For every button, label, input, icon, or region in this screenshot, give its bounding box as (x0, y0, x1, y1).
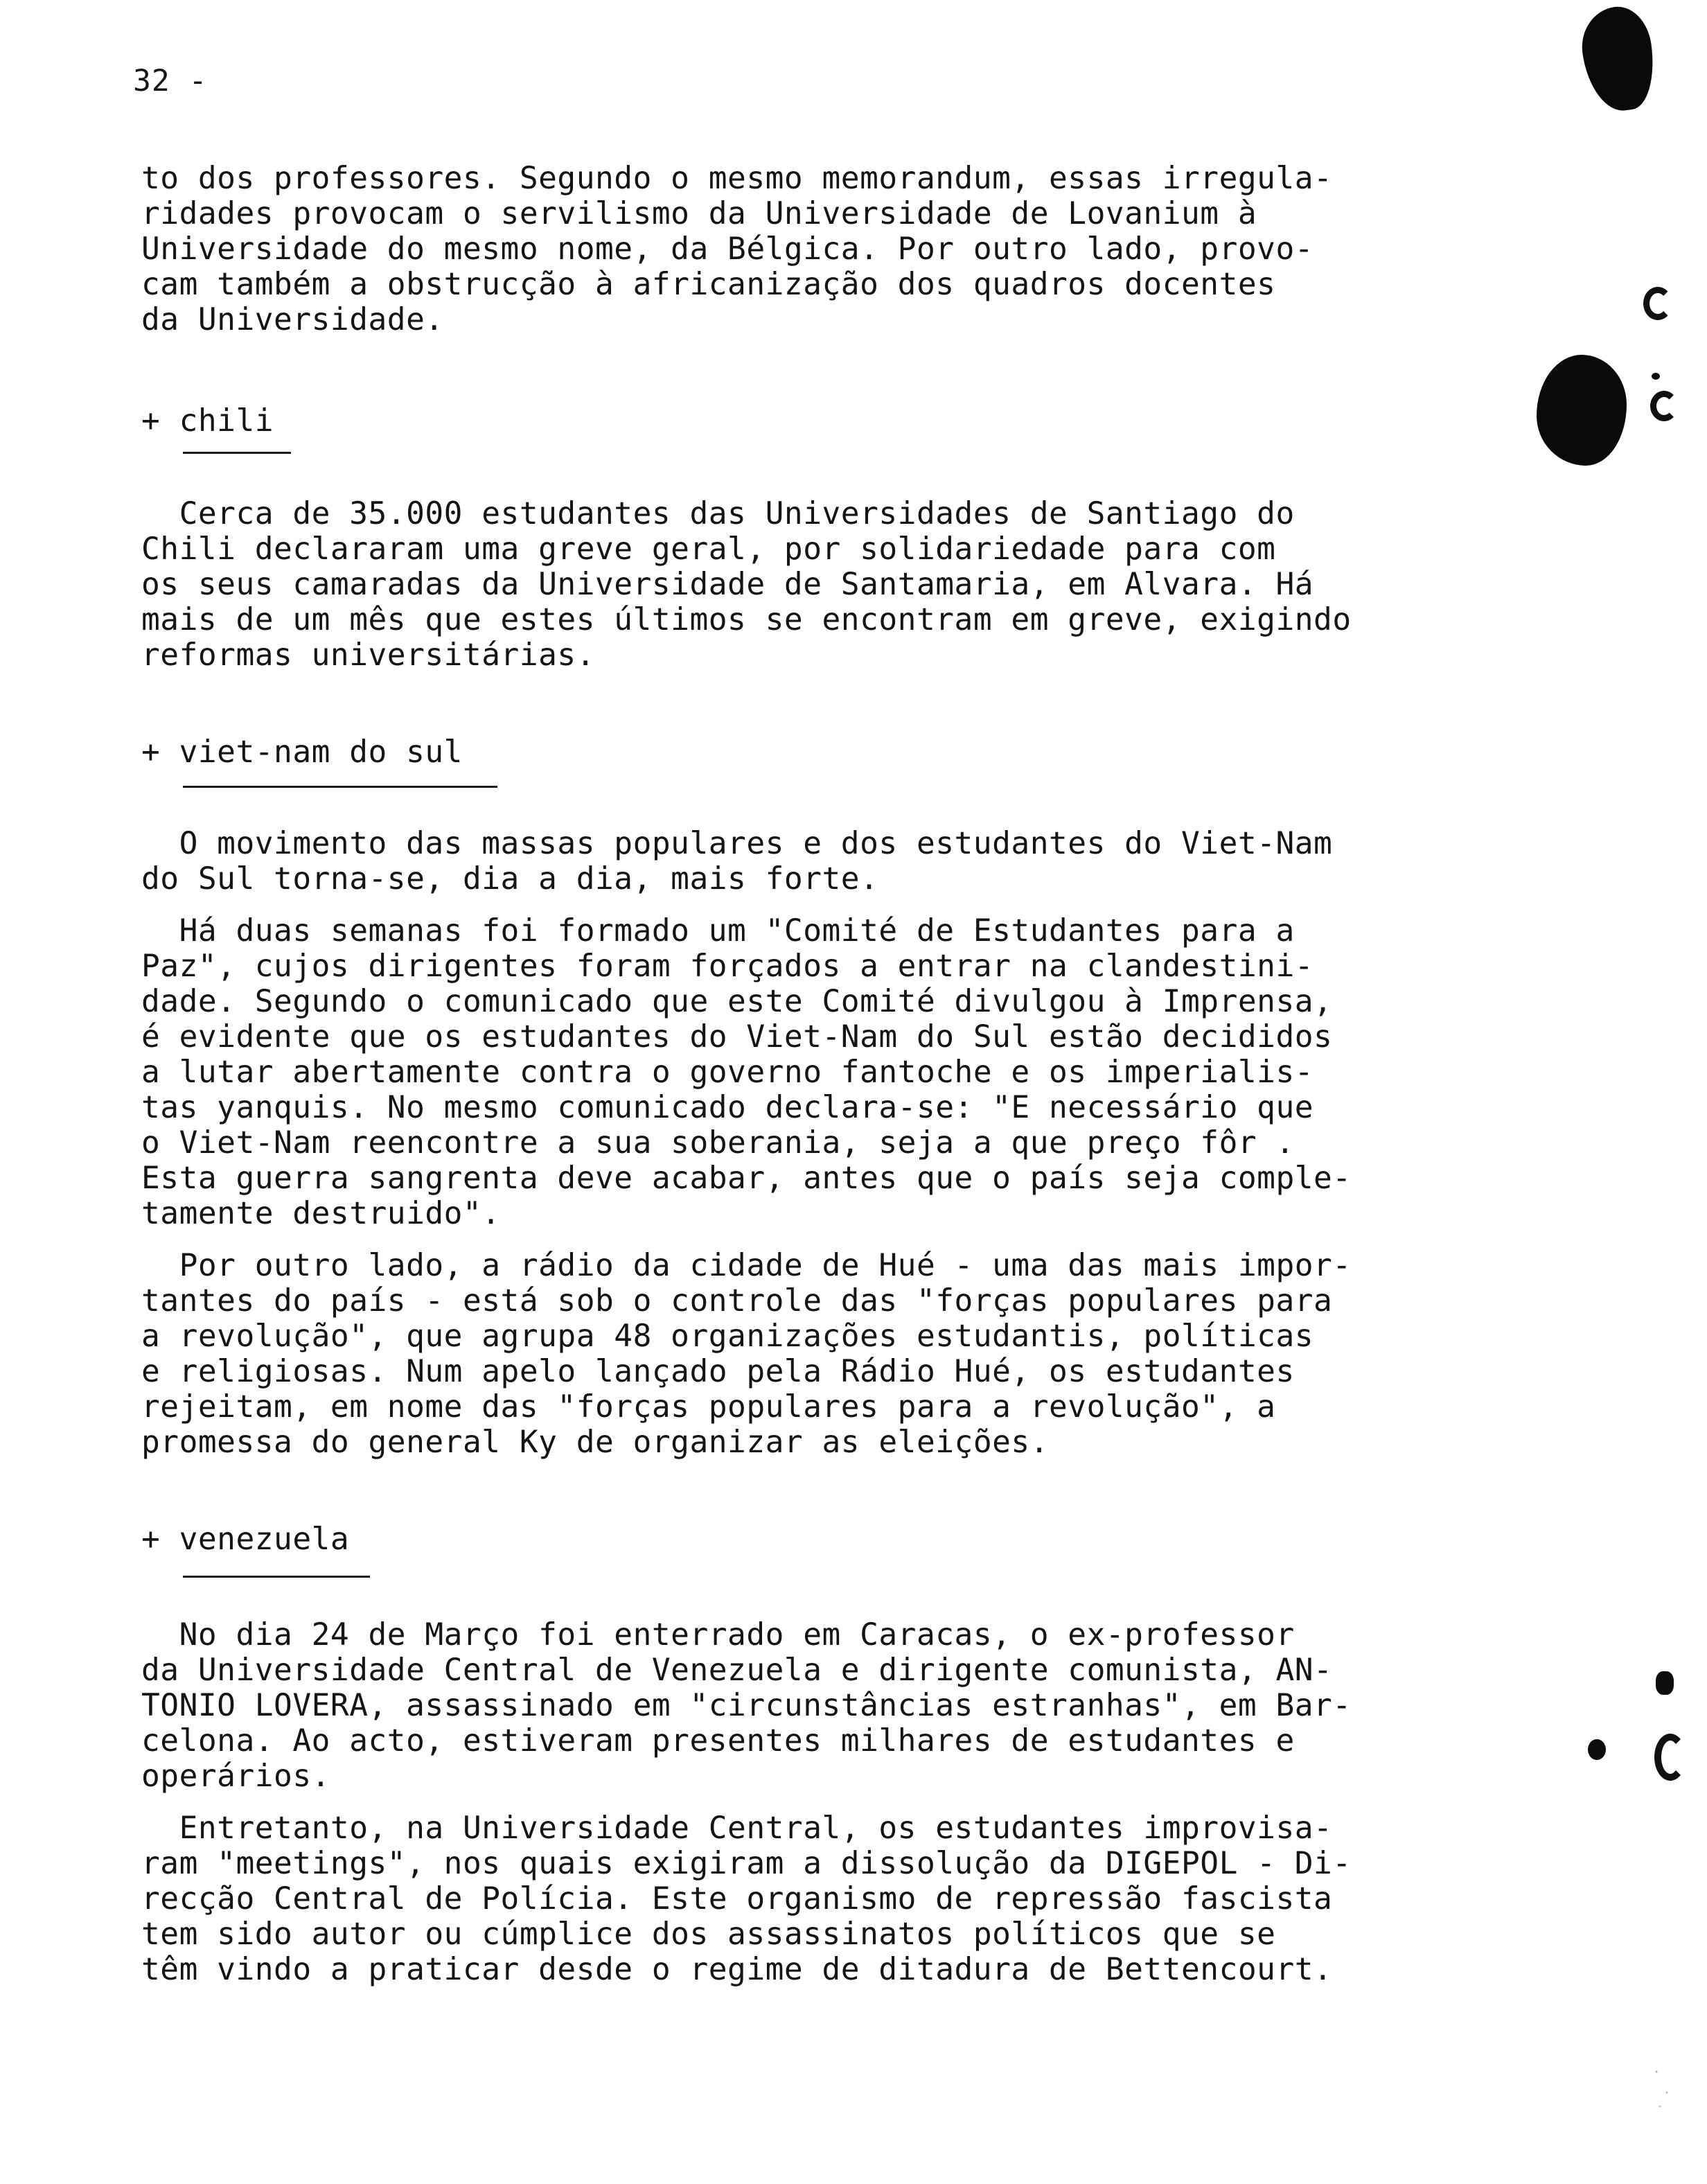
text-line: tantes do país - está sob o controle das "forças populares para (141, 1283, 1333, 1319)
text-line: Esta guerra sangrenta deve acabar, antes que o país seja comple- (141, 1161, 1352, 1196)
heading-underline (183, 786, 497, 788)
text-line: a lutar abertamente contra o governo fantoche e os imperialis- (141, 1055, 1314, 1090)
text-line: Entretanto, na Universidade Central, os estudantes improvisa- (141, 1811, 1333, 1846)
section-body-venezuela (141, 1617, 1499, 1987)
text-line: da Universidade Central de Venezuela e dirigente comunista, AN- (141, 1653, 1333, 1688)
text-line: operários. (141, 1759, 330, 1794)
text-line: tas yanquis. No mesmo comunicado declara-se: "E necessário que (141, 1090, 1314, 1125)
text-line: reformas universitárias. (141, 637, 595, 673)
text-line: promessa do general Ky de organizar as eleições. (141, 1425, 1049, 1460)
text-line: a revolução", que agrupa 48 organizações estudantis, políticas (141, 1319, 1314, 1354)
text-line: ridades provocam o servilismo da Universidade de Lovanium à (141, 196, 1257, 231)
ink-blot-mark (1577, 3, 1660, 115)
text-line: rejeitam, em nome das "forças populares para a revolução", a (141, 1389, 1276, 1425)
paragraph (141, 913, 1499, 1231)
ink-blot-mark (1537, 355, 1627, 466)
text-line: Por outro lado, a rádio da cidade de Hué - uma das mais impor- (141, 1248, 1352, 1283)
text-line: cam também a obstrucção à africanização dos quadros docentes (141, 267, 1276, 302)
punch-hole-mark (1654, 1734, 1686, 1781)
paragraph (141, 161, 1499, 337)
page-number: 32 - (133, 64, 208, 98)
text-line: No dia 24 de Março foi enterrado em Caracas, o ex-professor (141, 1617, 1295, 1653)
text-line: dade. Segundo o comunicado que este Comité divulgou à Imprensa, (141, 984, 1333, 1019)
text-line: da Universidade. (141, 302, 444, 337)
intro-paragraph (141, 161, 1499, 337)
paragraph (141, 496, 1499, 673)
paragraph (141, 1811, 1499, 1987)
text-line: O movimento das massas populares e dos estudantes do Viet-Nam (141, 826, 1333, 861)
text-line: e religiosas. Num apelo lançado pela Rádio Hué, os estudantes (141, 1354, 1295, 1389)
text-line: Universidade do mesmo nome, da Bélgica. Por outro lado, provo- (141, 231, 1314, 267)
heading-underline (183, 1576, 370, 1578)
paragraph (141, 1617, 1499, 1794)
text-line: mais de um mês que estes últimos se encontram em greve, exigindo (141, 602, 1352, 637)
scan-noise-mark (1646, 2051, 1681, 2120)
section-heading-viet-nam-do-sul: + viet-nam do sul (141, 734, 463, 770)
section-body-viet-nam-do-sul (141, 826, 1499, 1460)
text-line: ram "meetings", nos quais exigiram a dissolução da DIGEPOL - Di- (141, 1846, 1352, 1881)
text-line: é evidente que os estudantes do Viet-Nam do Sul estão decididos (141, 1019, 1333, 1055)
paragraph (141, 826, 1499, 897)
section-heading-chili: + chili (141, 403, 274, 439)
punch-hole-mark (1650, 391, 1678, 421)
text-line: to dos professores. Segundo o mesmo memorandum, essas irregula- (141, 161, 1333, 196)
paragraph (141, 1248, 1499, 1460)
text-line: Há duas semanas foi formado um "Comité de Estudantes para a (141, 913, 1295, 949)
heading-underline (183, 452, 291, 454)
ink-dot-mark (1656, 1671, 1674, 1695)
text-line: celona. Ao acto, estiveram presentes milhares de estudantes e (141, 1723, 1295, 1759)
text-line: do Sul torna-se, dia a dia, mais forte. (141, 861, 879, 897)
text-line: Paz", cujos dirigentes foram forçados a entrar na clandestini- (141, 949, 1314, 984)
section-body-chili (141, 496, 1499, 673)
text-line: o Viet-Nam reencontre a sua soberania, seja a que preço fôr . (141, 1125, 1295, 1161)
text-line: Chili declararam uma greve geral, por solidariedade para com (141, 531, 1276, 567)
punch-hole-mark (1643, 287, 1672, 320)
text-line: têm vindo a praticar desde o regime de ditadura de Bettencourt. (141, 1952, 1333, 1987)
text-line: tem sido autor ou cúmplice dos assassinatos políticos que se (141, 1917, 1276, 1952)
text-line: tamente destruido". (141, 1196, 501, 1231)
text-line: TONIO LOVERA, assassinado em "circunstâncias estranhas", em Bar- (141, 1688, 1352, 1723)
ink-dot-mark (1588, 1739, 1606, 1760)
ink-dot-mark (1652, 373, 1660, 380)
text-line: Cerca de 35.000 estudantes das Universidades de Santiago do (141, 496, 1295, 531)
section-heading-venezuela: + venezuela (141, 1522, 350, 1557)
text-line: recção Central de Polícia. Este organismo de repressão fascista (141, 1881, 1333, 1917)
text-line: os seus camaradas da Universidade de Santamaria, em Alvara. Há (141, 567, 1314, 602)
